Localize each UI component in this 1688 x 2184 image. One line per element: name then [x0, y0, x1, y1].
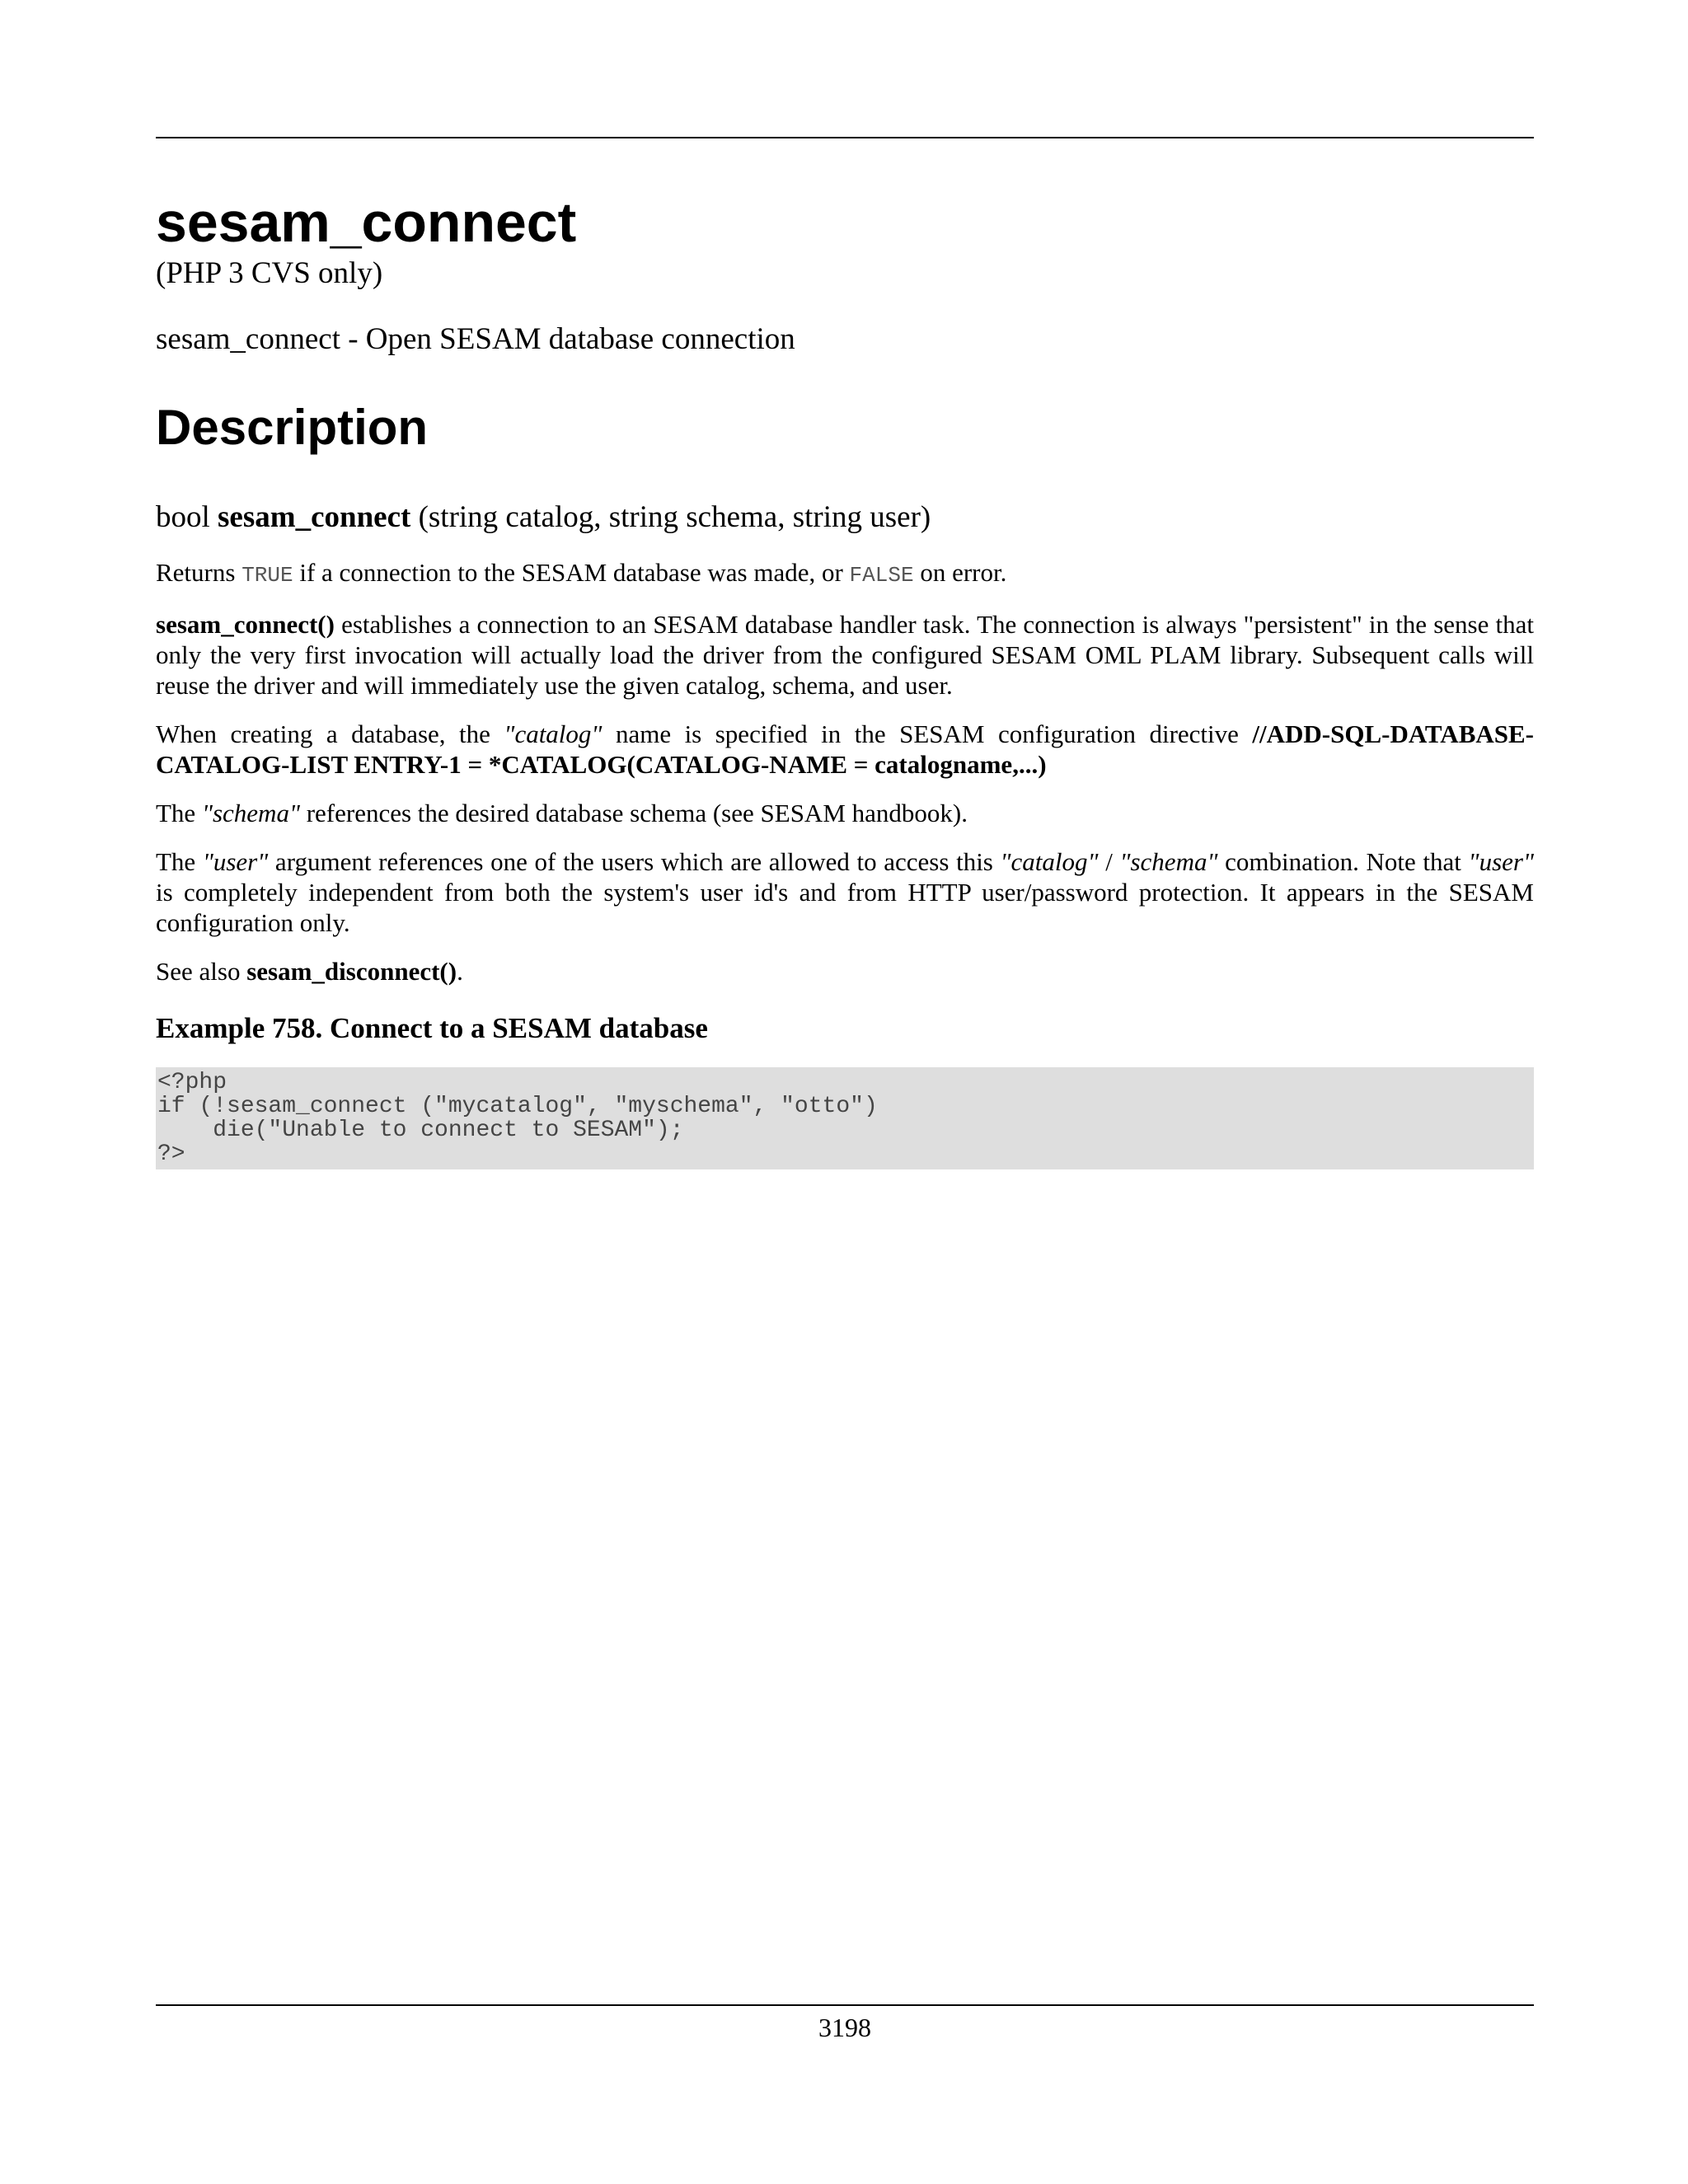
see-also-link: sesam_disconnect(): [246, 957, 457, 986]
schema-term: "schema": [1119, 847, 1218, 876]
return-type: bool: [156, 500, 218, 534]
header-rule: [156, 137, 1534, 138]
returns-paragraph: Returns TRUE if a connection to the SESAM database was made, or FALSE on error.: [156, 558, 1007, 588]
function-ref: sesam_connect(): [156, 610, 335, 639]
catalog-term: "catalog": [504, 719, 603, 748]
ref-purpose: sesam_connect - Open SESAM database connection: [156, 322, 795, 356]
footer-rule: [156, 2004, 1534, 2006]
config-directive: //ADD-SQL-DATABASE-CATALOG-LIST ENTRY-1 = *CATALOG(CATALOG-NAME = catalogname,...): [156, 719, 1534, 779]
function-synopsis: [156, 499, 1534, 536]
page-number: 3198: [818, 2013, 871, 2042]
schema-term: "schema": [201, 799, 300, 827]
user-paragraph: The "user" argument references one of the users which are allowed to access this "catalog" / "schema" combination. Note that "user" is completely independent from both the system's user id's and from HTTP user/password protection. It appears in the SESAM configuration only.: [156, 847, 1534, 937]
function-name: sesam_connect: [218, 500, 411, 534]
catalog-term: "catalog": [1000, 847, 1099, 876]
code-block: <?php if (!sesam_connect ("mycatalog", "myschema", "otto") die("Unable to connect to SESAM"); ?>: [156, 1067, 1534, 1169]
page-content: [156, 190, 1534, 1169]
schema-paragraph: The "schema" references the desired database schema (see SESAM handbook).: [156, 799, 968, 827]
see-also: See also sesam_disconnect().: [156, 957, 463, 986]
user-term: "user": [202, 847, 269, 876]
description-heading: Description: [156, 400, 429, 455]
example-title: Example 758. Connect to a SESAM database: [156, 1012, 708, 1044]
user-term: "user": [1468, 847, 1534, 876]
catalog-paragraph: When creating a database, the "catalog" name is specified in the SESAM configuration directive //ADD-SQL-DATABASE-CATALOG-LIST ENTRY-1 = *CATALOG(CATALOG-NAME = catalogname,...): [156, 719, 1534, 779]
function-params: (string catalog, string schema, string user): [410, 500, 931, 534]
true-constant: TRUE: [241, 563, 293, 588]
false-constant: FALSE: [849, 563, 914, 588]
connect-paragraph: sesam_connect() establishes a connection to an SESAM database handler task. The connection is always "persistent" in the sense that only the very first invocation will actually load the driver from the configured SESAM OML PLAM library. Subsequent calls will reuse the driver and will immediately use the given catalog, schema, and user.: [156, 610, 1534, 700]
availability-note: (PHP 3 CVS only): [156, 256, 383, 290]
page-title: sesam_connect: [156, 191, 577, 254]
